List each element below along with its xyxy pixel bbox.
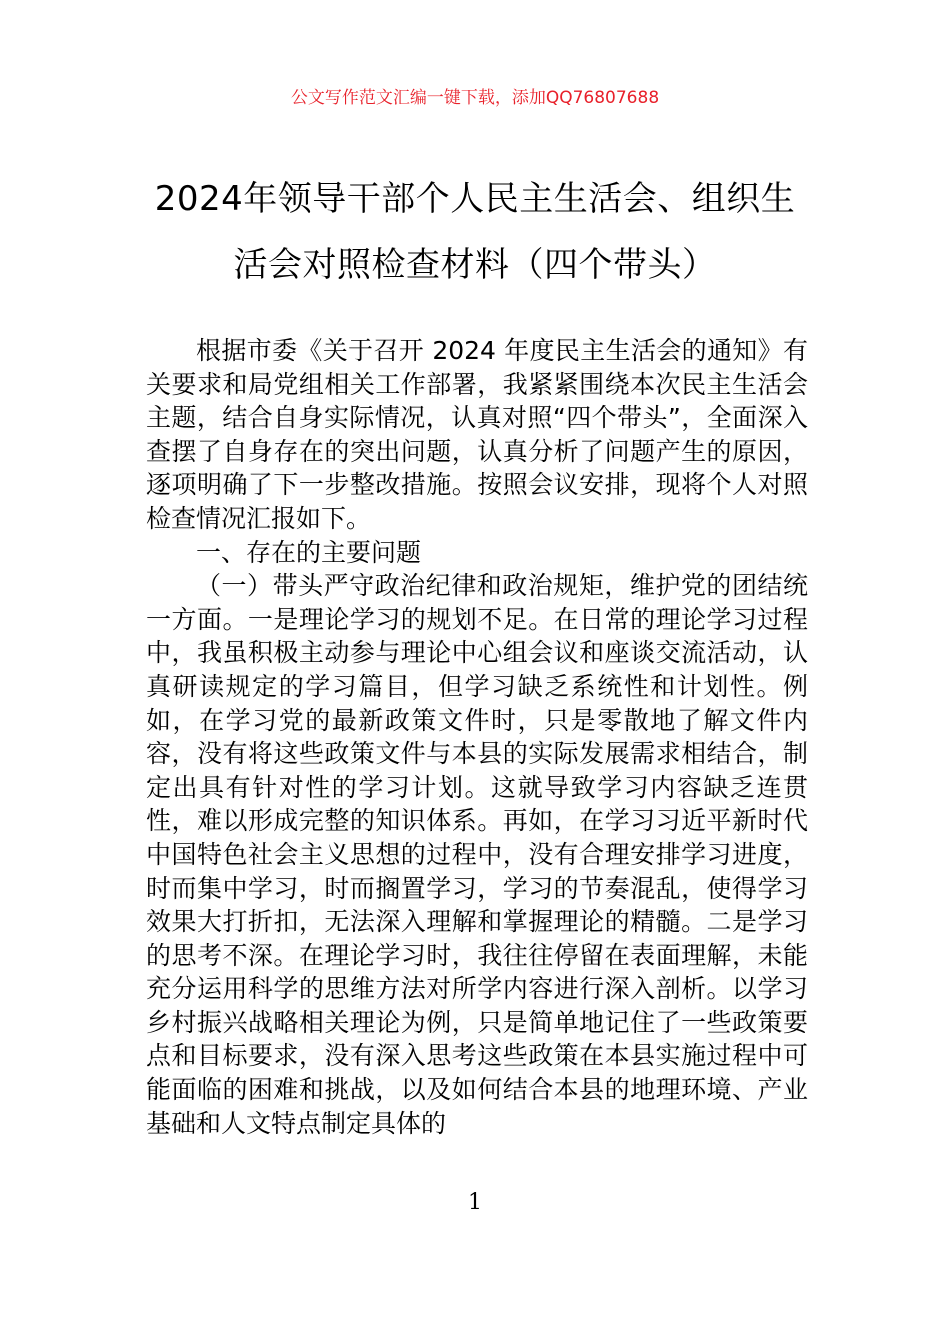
document-title	[130, 166, 820, 298]
title-line-2: 活会对照检查材料（四个带头）	[233, 245, 717, 285]
section-heading: 一、存在的主要问题	[196, 537, 422, 567]
promo-header-text: 公文写作范文汇编一键下载，添加QQ76807688	[290, 88, 660, 108]
intro-paragraph: 根据市委《关于召开 2024 年度民主生活会的通知》有关要求和局党组相关工作部署，我紧紧围绕本次民主生活会主题，结合自身实际情况，认真对照“四个带头”，全面深入查摆了自身存在的突出问题，认真分析了问题产生的原因，逐项明确了下一步整改措施。按照会议安排，现将个人对照检查情况汇报如下。	[146, 336, 808, 533]
document-body	[146, 334, 808, 1140]
section-paragraph: （一）带头严守政治纪律和政治规矩，维护党的团结统一方面。一是理论学习的规划不足。在日常的理论学习过程中，我虽积极主动参与理论中心组会议和座谈交流活动，认真研读规定的学习篇目，但学习缺乏系统性和计划性。例如，在学习党的最新政策文件时，只是零散地了解文件内容，没有将这些政策文件与本县的实际发展需求相结合，制定出具有针对性的学习计划。这就导致学习内容缺乏连贯性，难以形成完整的知识体系。再如，在学习习近平新时代中国特色社会主义思想的过程中，没有合理安排学习进度，时而集中学习，时而搁置学习，学习的节奏混乱，使得学习效果大打折扣，无法深入理解和掌握理论的精髓。二是学习的思考不深。在理论学习时，我往往停留在表面理解，未能充分运用科学的思维方法对所学内容进行深入剖析。以学习乡村振兴战略相关理论为例，只是简单地记住了一些政策要点和目标要求，没有深入思考这些政策在本县实施过程中可能面临的困难和挑战，以及如何结合本县的地理环境、产业基础和人文特点制定具体的	[146, 571, 808, 1138]
title-line-1: 2024年领导干部个人民主生活会、组织生	[154, 179, 796, 219]
page-number: 1	[468, 1190, 482, 1215]
